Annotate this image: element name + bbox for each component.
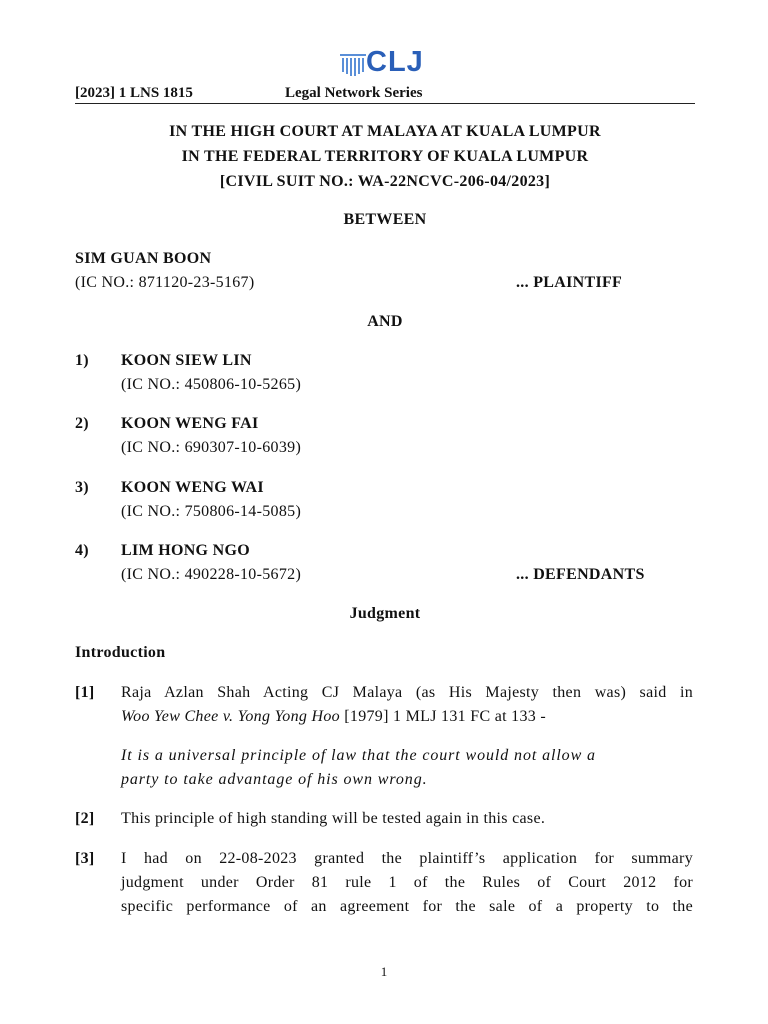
paragraph-number: [3] — [75, 850, 95, 867]
series-name: Legal Network Series — [285, 85, 423, 101]
quote-text: party to take advantage of his own wrong. — [121, 771, 428, 788]
case-name: Woo Yew Chee v. Yong Yong Hoo — [121, 708, 340, 725]
defendant-number: 4) — [75, 542, 89, 559]
defendant-name: KOON WENG WAI — [121, 479, 264, 496]
defendant-number: 2) — [75, 415, 89, 432]
paragraph-text: Raja Azlan Shah Acting CJ Malaya (as His Majesty then was) said in — [121, 684, 693, 701]
defendant-number: 3) — [75, 479, 89, 496]
and-heading: AND — [367, 313, 403, 330]
plaintiff-name: SIM GUAN BOON — [75, 250, 212, 267]
plaintiff-role: ... PLAINTIFF — [516, 274, 623, 291]
defendant-ic: (IC NO.: 690307-10-6039) — [121, 439, 302, 456]
introduction-heading: Introduction — [75, 644, 166, 661]
defendants-role: ... DEFENDANTS — [516, 566, 645, 583]
defendant-ic: (IC NO.: 450806-10-5265) — [121, 376, 302, 393]
defendant-ic: (IC NO.: 490228-10-5672) — [121, 566, 302, 583]
defendant-name: KOON SIEW LIN — [121, 352, 252, 369]
defendant-number: 1) — [75, 352, 89, 369]
logo-text: CLJ — [366, 46, 424, 78]
quote-text: It is a universal principle of law that the court would not allow a — [121, 747, 596, 764]
between-heading: BETWEEN — [343, 211, 427, 228]
page-number: 1 — [380, 964, 388, 979]
paragraph-number: [1] — [75, 684, 95, 701]
citation: [2023] 1 LNS 1815 — [75, 85, 193, 101]
defendant-name: KOON WENG FAI — [121, 415, 259, 432]
paragraph-text: judgment under Order 81 rule 1 of the Rules of Court 2012 for — [121, 874, 693, 891]
court-title-line2: IN THE FEDERAL TERRITORY OF KUALA LUMPUR — [181, 148, 589, 165]
suit-number: [CIVIL SUIT NO.: WA-22NCVC-206-04/2023] — [219, 173, 551, 190]
case-citation: [1979] 1 MLJ 131 FC at 133 - — [339, 708, 546, 725]
paragraph-text: I had on 22-08-2023 granted the plaintiff’s application for summary — [121, 850, 693, 867]
defendant-name: LIM HONG NGO — [121, 542, 250, 559]
paragraph-text — [121, 708, 546, 726]
header-divider — [75, 103, 695, 104]
paragraph-text: specific performance of an agreement for the sale of a property to the — [121, 898, 693, 915]
paragraph-number: [2] — [75, 810, 95, 827]
plaintiff-ic: (IC NO.: 871120-23-5167) — [75, 274, 255, 291]
defendant-ic: (IC NO.: 750806-14-5085) — [121, 503, 302, 520]
paragraph-text: This principle of high standing will be tested again in this case. — [121, 810, 546, 827]
court-title-line1: IN THE HIGH COURT AT MALAYA AT KUALA LUMPUR — [169, 123, 601, 140]
judgment-heading: Judgment — [349, 605, 421, 622]
